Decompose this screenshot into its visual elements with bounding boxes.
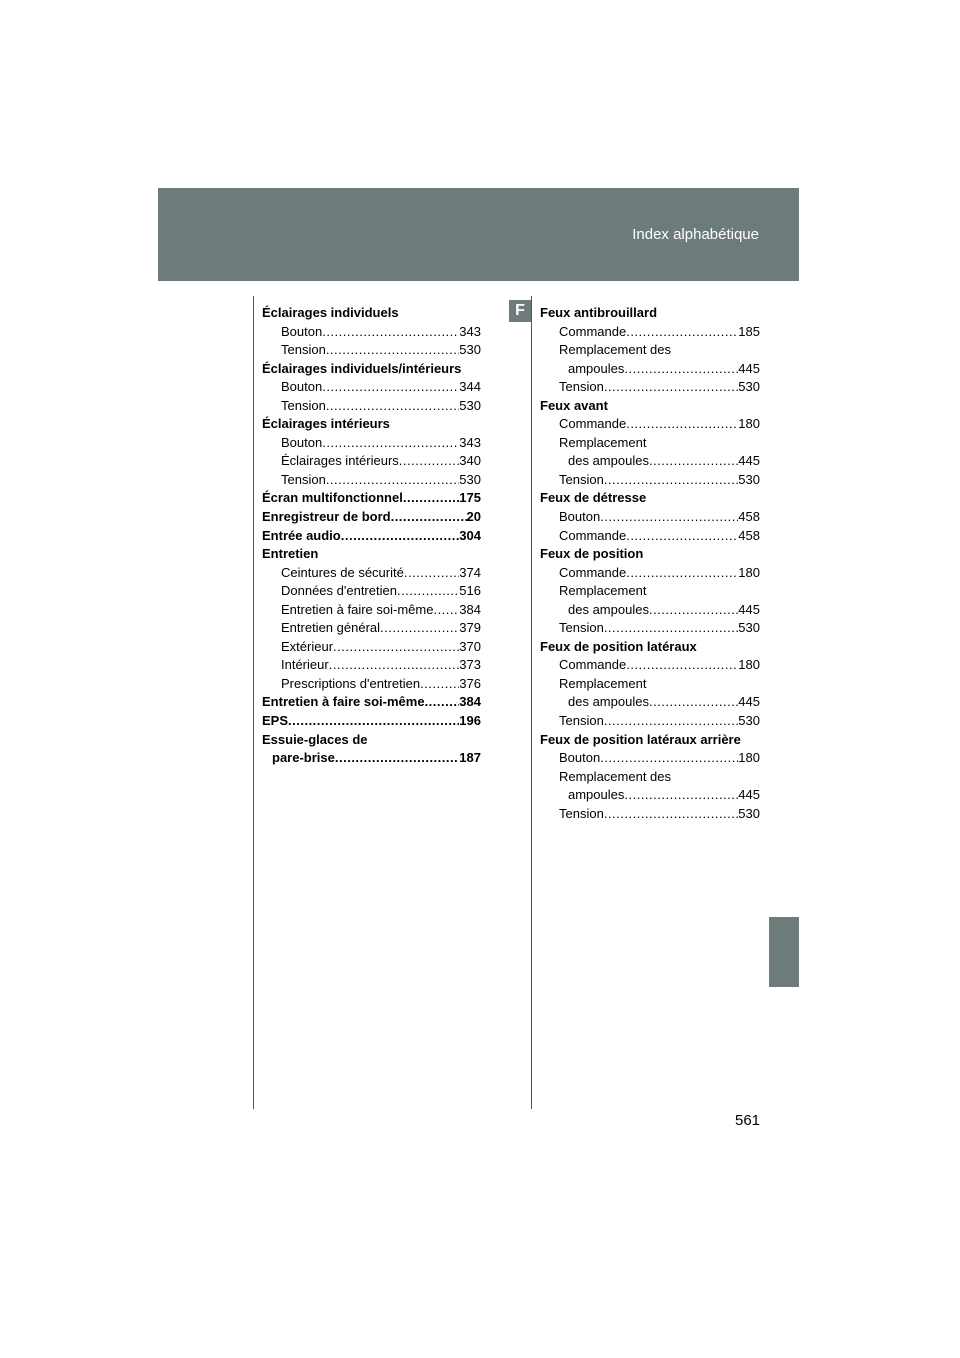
index-entry-text: Enregistreur de bord [262,509,391,525]
index-entry [262,675,481,694]
dot-leader [626,527,738,546]
dot-leader [288,712,459,731]
index-entry-text: Tension [281,471,326,487]
index-entry [262,415,481,434]
index-entry-text: Feux de détresse [540,490,647,506]
dot-leader [604,378,738,397]
index-entry-page: 185 [738,323,760,339]
index-entry-text: Feux avant [540,397,608,413]
index-entry [262,360,481,379]
index-entry-text: des ampoules [568,453,649,469]
index-entry [540,675,760,694]
dot-leader [626,564,738,583]
index-entry-page: 530 [738,620,760,636]
index-entry-page: 530 [459,397,481,413]
index-entry [262,749,481,768]
index-entry-text: pare-brise [272,750,335,766]
index-entry-text: Remplacement des [559,342,671,358]
index-entry-text: Intérieur [281,657,329,673]
index-entry [262,323,481,342]
index-entry-text: Feux de position latéraux [540,638,697,654]
dot-leader [649,452,738,471]
index-entry-page: 374 [459,564,481,580]
index-entry [540,378,760,397]
index-entry-text: Remplacement [559,583,647,599]
index-entry [262,712,481,731]
index-entry-text: Écran multifonctionnel [262,490,403,506]
index-entry [540,749,760,768]
dot-leader [326,471,459,490]
index-entry-page: 180 [738,416,760,432]
index-entry-text: Commande [559,323,627,339]
index-entry [262,471,481,490]
index-entry [262,601,481,620]
index-entry [540,341,760,360]
index-entry-text: Tension [281,397,326,413]
index-entry-text: Entretien général [281,620,381,636]
index-entry-text: Commande [559,657,627,673]
index-entry [540,582,760,601]
dot-leader [649,601,738,620]
index-entry-page: 458 [738,509,760,525]
index-entry-page: 187 [459,750,481,766]
dot-leader [624,786,738,805]
index-entry [262,489,481,508]
dot-leader [403,489,459,508]
index-entry [262,693,481,712]
chapter-thumb-tab [769,917,799,987]
dot-leader [341,527,460,546]
index-entry-text: Remplacement [559,675,647,691]
dot-leader [433,601,459,620]
dot-leader [604,805,738,824]
section-letter-badge: F [509,300,531,322]
dot-leader [626,656,738,675]
index-entry [540,415,760,434]
index-entry-text: Feux antibrouillard [540,305,658,320]
index-entry-text: Feux de position latéraux arrière [540,731,741,747]
index-entry-text: Entrée audio [262,527,341,543]
index-entry [540,712,760,731]
index-entry [540,564,760,583]
index-entry-page: 516 [459,583,481,599]
index-entry [540,397,760,416]
index-entry [540,471,760,490]
index-entry-page: 530 [738,713,760,729]
dot-leader [420,675,459,694]
index-entry-page: 180 [738,750,760,766]
dot-leader [391,508,467,527]
index-entry-text: Feux de position [540,546,644,562]
index-entry-page: 343 [459,323,481,339]
index-entry-text: Éclairages individuels [262,305,399,320]
dot-leader [624,360,738,379]
index-entry [540,656,760,675]
index-entry [262,341,481,360]
index-entry-text: Entretien à faire soi-même [281,601,434,617]
index-entry-text: Bouton [281,434,323,450]
index-entry [540,304,760,323]
index-entry-text: Tension [559,805,604,821]
index-entry-text: Bouton [281,323,323,339]
index-entry-page: 344 [459,379,481,395]
index-entry-page: 384 [459,601,481,617]
index-entry-page: 530 [738,471,760,487]
index-entry [540,786,760,805]
index-entry [262,638,481,657]
index-entry-page: 304 [459,527,481,543]
dot-leader [600,749,738,768]
dot-leader [626,323,738,342]
dot-leader [322,323,459,342]
index-entry-text: Entretien à faire soi-même [262,694,425,710]
index-entry-text: Commande [559,416,627,432]
dot-leader [326,397,459,416]
index-entry-page: 445 [738,453,760,469]
header-title: Index alphabétique [632,226,759,243]
dot-leader [380,619,459,638]
index-entry-page: 20 [466,509,481,525]
index-entry-text: Bouton [559,750,601,766]
index-entry-page: 530 [459,342,481,358]
index-entry-page: 379 [459,620,481,636]
index-entry-text: Remplacement des [559,768,671,784]
index-entry-text: Tension [559,471,604,487]
index-entry [540,360,760,379]
index-entry-text: ampoules [568,787,625,803]
index-column-left [262,304,481,768]
index-entry-page: 445 [738,601,760,617]
index-entry-page: 376 [459,675,481,691]
index-entry-page: 445 [738,360,760,376]
index-entry-text: Données d'entretien [281,583,397,599]
dot-leader [600,508,738,527]
index-entry [540,489,760,508]
dot-leader [425,693,460,712]
index-entry-text: des ampoules [568,601,649,617]
index-entry [262,564,481,583]
index-entry-page: 196 [459,713,481,729]
index-entry-text: Éclairages individuels/intérieurs [262,360,462,376]
dot-leader [397,582,459,601]
index-entry-text: Tension [559,379,604,395]
dot-leader [626,415,738,434]
dot-leader [399,452,460,471]
page-header [158,188,799,281]
index-entry-page: 175 [459,490,481,506]
index-entry [262,397,481,416]
dot-leader [604,471,738,490]
index-entry [540,731,760,750]
index-entry [540,452,760,471]
index-entry-text: Tension [559,620,604,636]
dot-leader [404,564,459,583]
index-entry-page: 445 [738,694,760,710]
index-entry-text: Tension [281,342,326,358]
left-column-rule [253,296,254,1109]
index-entry [262,508,481,527]
index-entry [262,545,481,564]
index-entry [262,304,481,323]
index-entry-text: Essuie-glaces de [262,731,368,747]
index-entry-page: 530 [738,379,760,395]
index-entry-page: 370 [459,638,481,654]
index-entry [262,434,481,453]
index-entry [540,545,760,564]
index-entry-page: 180 [738,564,760,580]
dot-leader [333,638,459,657]
index-entry-text: EPS [262,713,289,729]
index-entry [262,452,481,471]
index-entry [262,378,481,397]
index-entry-text: Prescriptions d'entretien [281,675,421,691]
index-entry-page: 458 [738,527,760,543]
dot-leader [604,619,738,638]
dot-leader [335,749,459,768]
index-column-right [540,304,760,823]
index-entry [540,508,760,527]
index-entry-page: 384 [459,694,481,710]
index-entry [540,768,760,787]
dot-leader [329,656,460,675]
index-entry-text: Commande [559,527,627,543]
index-entry-text: Extérieur [281,638,334,654]
index-entry [262,619,481,638]
index-entry [540,434,760,453]
middle-column-rule [531,296,532,1109]
index-entry-page: 343 [459,434,481,450]
index-entry-text: Ceintures de sécurité [281,564,404,580]
index-entry [540,323,760,342]
index-entry [540,805,760,824]
index-entry-text: Éclairages intérieurs [281,453,399,469]
index-entry-page: 445 [738,787,760,803]
index-entry-page: 373 [459,657,481,673]
index-entry [262,731,481,750]
index-entry-page: 530 [738,805,760,821]
index-entry-text: des ampoules [568,694,649,710]
page-number: 561 [735,1112,761,1129]
dot-leader [326,341,459,360]
dot-leader [322,434,459,453]
index-entry-page: 340 [459,453,481,469]
index-entry-text: Éclairages intérieurs [262,416,390,432]
index-entry [540,619,760,638]
index-entry [540,601,760,620]
index-entry-text: Tension [559,713,604,729]
dot-leader [322,378,459,397]
index-entry [540,638,760,657]
index-entry-text: Entretien [262,546,319,562]
index-entry [262,527,481,546]
index-entry-text: Bouton [559,509,601,525]
index-entry-text: Bouton [281,379,323,395]
index-entry-page: 180 [738,657,760,673]
index-entry-page: 530 [459,471,481,487]
index-entry-text: ampoules [568,360,625,376]
index-entry [540,693,760,712]
index-entry-text: Remplacement [559,434,647,450]
dot-leader [649,693,738,712]
index-entry-text: Commande [559,564,627,580]
index-entry [540,527,760,546]
index-entry [262,582,481,601]
index-entry [262,656,481,675]
dot-leader [604,712,738,731]
